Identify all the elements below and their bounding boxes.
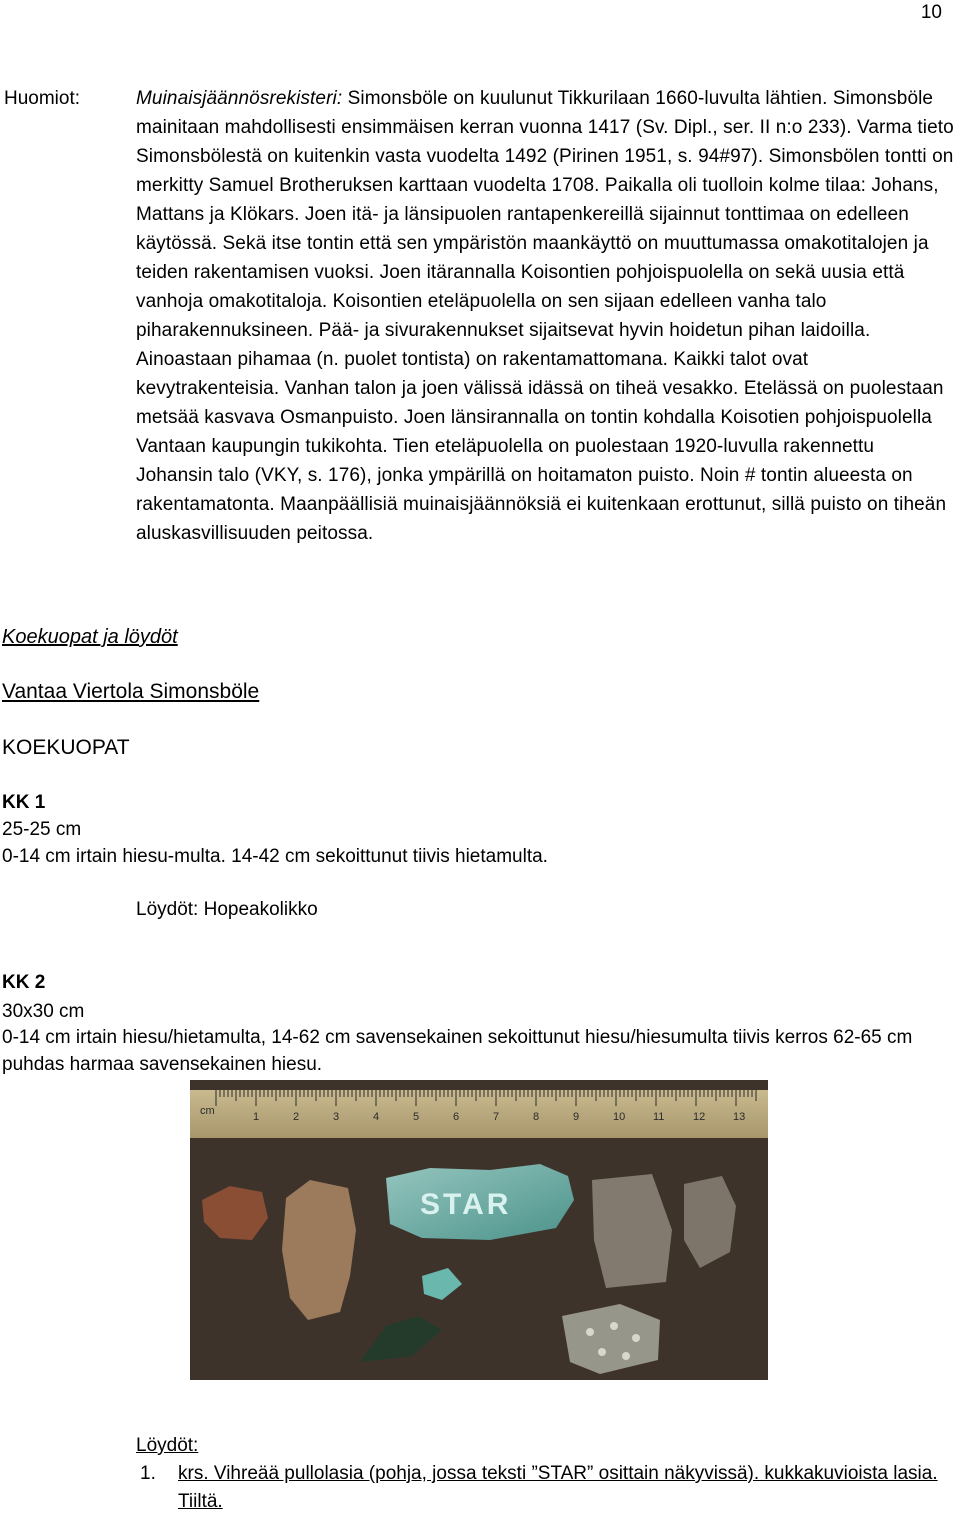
notes-paragraph (136, 84, 954, 548)
finds-photo-svg (190, 1080, 768, 1380)
finds-list-item (136, 1460, 960, 1516)
ruler-number: 6 (453, 1111, 460, 1123)
finds-item-text: krs. Vihreää pullolasia (pohja, jossa teksti ”STAR” osittain näkyvissä). kukkakuvioista lasia. Tiiltä. (178, 1463, 938, 1512)
ruler-number: 8 (533, 1111, 540, 1123)
ruler-number: 2 (293, 1111, 300, 1123)
notes-text: Simonsböle on kuulunut Tikkurilaan 1660-luvulta lähtien. Simonsböle mainitaan mahdollisesti ensimmäisen kerran vuonna 1417 (Sv. Dipl., ser. II n:o 233). Varma tieto Simonsbölestä on kuitenkin vasta vuodelta 1492 (Pirinen 1951, s. 94#97). Simonsbölen tontti on merkitty Samuel Brotheruksen karttaan vuodelta 1708. Paikalla oli tuolloin kolme tilaa: Johans, Mattans ja Klökars. Joen itä- ja länsipuolen rantapenkereillä sijainnut tonttimaa on edelleen käytössä. Sekä itse tontin että sen ympäristön maankäyttö on muuttumassa omakotitalojen ja teiden rakentamisen vuoksi. Joen itärannalla Koisontien pohjoispuolella on sekä uusia että vanhoja omakotitaloja. Koisontien eteläpuolella on sen sijaan edelleen vanha talo piharakennuksineen. Pää- ja sivurakennukset sijaitsevat hyvin hoidetun pihan laidoilla. Ainoastaan pihamaa (n. puolet tontista) on rakentamattomana. Kaikki talot ovat kevytrakenteisia. Vanhan talon ja joen välissä idässä on tiheä vesakko. Etelässä on puolestaan metsää kasvava Osmanpuisto. Joen länsirannalla on tontin kohdalla Koisotien pohjoispuolella Vantaan kaupungin tukikohta. Tien eteläpuolella on puolestaan 1920-luvulla rakennettu Johansin talo (VKY, s. 176), jonka ympärillä on hoitamaton puisto. Noin # tontin alueesta on rakentamatonta. Maanpäällisiä muinaisjäännöksiä ei kuitenkaan erottunut, sillä puisto on tiheän aluskasvillisuuden peitossa. (136, 88, 954, 544)
kk2-title: KK 2 (2, 972, 46, 993)
ruler-number: 13 (733, 1111, 746, 1123)
ruler-number: 9 (573, 1111, 580, 1123)
ruler-number: 3 (333, 1111, 340, 1123)
kk2-layers: 0-14 cm irtain hiesu/hietamulta, 14-62 cm savensekainen sekoittunut hiesu/hiesumulta tiivis kerros 62-65 cm puhdas harmaa savensekainen hiesu. (2, 1027, 913, 1075)
section-heading: Koekuopat ja löydöt (2, 626, 178, 648)
ruler-number: 4 (373, 1111, 380, 1123)
page-number: 10 (920, 2, 942, 23)
ruler-number: 1 (253, 1111, 260, 1123)
glass-star-text: STAR (420, 1188, 512, 1221)
kk1-finds: Löydöt: Hopeakolikko (136, 899, 318, 920)
ruler-number: 7 (493, 1111, 500, 1123)
finds-list (136, 1460, 960, 1516)
site-name: Vantaa Viertola Simonsböle (2, 680, 260, 703)
finds-heading: Löydöt: (136, 1435, 199, 1456)
ruler-unit: cm (200, 1105, 215, 1117)
finds-section (136, 1432, 960, 1516)
koekuopat-title: KOEKUOPAT (2, 736, 130, 759)
ruler-number: 12 (693, 1111, 706, 1123)
ruler-number: 10 (613, 1111, 626, 1123)
kk1-title: KK 1 (2, 792, 46, 813)
finds-item-number: 1. (140, 1463, 156, 1484)
ruler (190, 1090, 768, 1138)
kk1-size: 25-25 cm (2, 819, 82, 840)
finds-photo (190, 1080, 768, 1380)
ruler-number: 11 (653, 1111, 665, 1123)
ruler-number: 5 (413, 1111, 420, 1123)
notes-label: Huomiot: (4, 88, 81, 109)
kk1-layers: 0-14 cm irtain hiesu-multa. 14-42 cm sekoittunut tiivis hietamulta. (2, 846, 548, 867)
notes-source-label: Muinaisjäännösrekisteri: (136, 88, 343, 109)
kk2-size: 30x30 cm (2, 1001, 85, 1022)
